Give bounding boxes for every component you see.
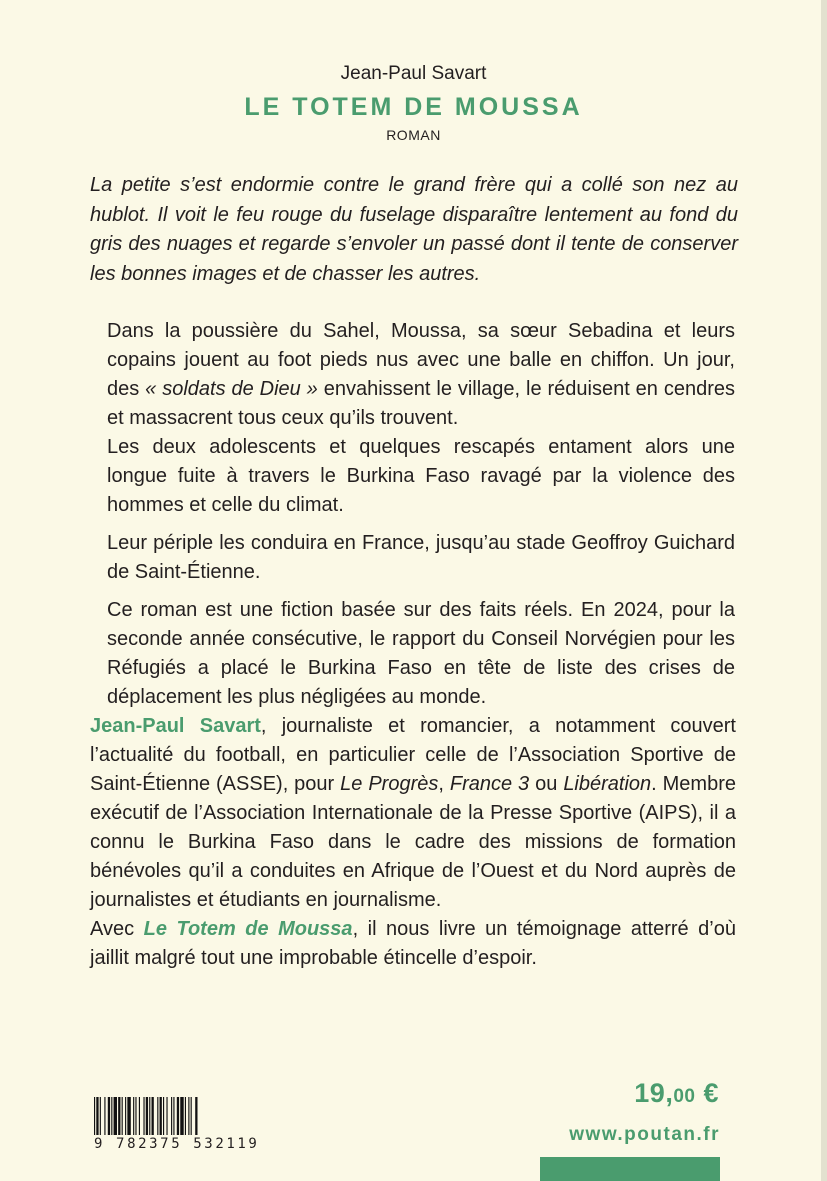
bio-author-name: Jean-Paul Savart	[90, 715, 261, 737]
barcode-bar	[146, 1097, 148, 1137]
excerpt-text: La petite s’est endormie contre le grand frère qui a collé son nez au hublot. Il voit le feu rouge du fuselage disparaître lentement au fond du gris des nuages et regarde s’envoler un passé dont il tente de conserver les bonnes images et de chasser les autres.	[90, 174, 738, 285]
barcode-bars	[92, 1097, 252, 1137]
synopsis-text: envahissent le village, le réduisent en cendres et massacrent tous ceux qu’ils trouvent.	[107, 378, 735, 429]
bio-text: , il nous livre un témoignage atterré d’où jaillit malgré tout une improbable étincelle d’espoir.	[90, 918, 736, 969]
barcode-bar	[111, 1097, 112, 1137]
bio-text: ou	[529, 773, 564, 795]
barcode-bar	[96, 1097, 98, 1137]
barcode-bar	[191, 1097, 192, 1137]
synopsis-paragraph-2: Leur périple les conduira en France, jusqu’au stade Geoffroy Guichard de Saint-Étienne.	[107, 532, 735, 583]
barcode-bar	[139, 1097, 140, 1137]
barcode-bar	[152, 1097, 154, 1137]
bio-text: ,	[438, 773, 450, 795]
barcode-bar	[104, 1097, 105, 1137]
synopsis-paragraph-3: Ce roman est une fiction basée sur des faits réels. En 2024, pour la seconde année consécutive, le rapport du Conseil Norvégien pour les Réfugiés a placé le Burkina Faso en tête de liste des crises de déplacement les plus négligées au monde.	[107, 599, 735, 708]
green-bar	[540, 1157, 720, 1181]
barcode-bar	[118, 1097, 120, 1137]
barcode-bar	[195, 1097, 197, 1137]
barcode-bar	[133, 1097, 134, 1137]
price-currency: €	[695, 1078, 719, 1108]
page-edge	[821, 0, 827, 1181]
barcode-bar	[114, 1097, 117, 1137]
synopsis-paragraph-1	[107, 317, 735, 520]
barcode-bar	[157, 1097, 158, 1137]
synopsis-text: Dans la poussière du Sahel, Moussa, sa sœur Sebadina et leurs copains jouent au foot pieds nus avec une balle en chiffon. Un jour, des	[107, 320, 735, 400]
book-title: LE TOTEM DE MOUSSA	[244, 93, 583, 121]
author-name: Jean-Paul Savart	[340, 63, 487, 84]
genre-label: ROMAN	[386, 127, 441, 143]
publication-name: Libération	[563, 773, 652, 795]
publication-name: France 3	[449, 773, 530, 795]
barcode-bar	[171, 1097, 172, 1137]
barcode-bar	[143, 1097, 144, 1137]
barcode-bar	[125, 1097, 126, 1137]
barcode-bar	[185, 1097, 186, 1137]
price-cents: 00	[673, 1086, 696, 1107]
barcode-bar	[108, 1097, 110, 1137]
barcode-bar	[173, 1097, 174, 1137]
barcode-bar	[163, 1097, 164, 1137]
publication-name: Le Progrès	[340, 773, 439, 795]
cover-header	[0, 62, 827, 144]
barcode-bar	[149, 1097, 150, 1137]
barcode-bar	[94, 1097, 95, 1137]
barcode-bar	[127, 1097, 130, 1137]
barcode-bar	[180, 1097, 183, 1137]
bio-text: , journaliste et romancier, a notamment couvert l’actualité du football, en particulier celle de l’Association Sportive de Saint-Étienne (ASSE), pour	[90, 715, 736, 795]
barcode-bar	[135, 1097, 136, 1137]
bio-paragraph-1	[90, 712, 736, 915]
bio-book-title: Le Totem de Moussa	[143, 918, 353, 940]
barcode-bar	[166, 1097, 167, 1137]
publisher-website[interactable]: www.poutan.fr	[569, 1124, 720, 1145]
synopsis-text: Les deux adolescents et quelques rescapés entament alors une longue fuite à travers le Burkina Faso ravagé par la violence des hommes et celle du climat.	[107, 436, 735, 516]
barcode-bar	[122, 1097, 123, 1137]
isbn-number: 9 782375 532119	[94, 1136, 260, 1152]
barcode-bar	[160, 1097, 162, 1137]
barcode-bar	[100, 1097, 101, 1137]
synopsis	[107, 317, 735, 721]
bio-text: . Membre exécutif de l’Association Internationale de la Presse Sportive (AIPS), il a connu le Burkina Faso dans le cadre des missions de formation bénévoles qu’il a conduites en Afrique de l’Ouest et du Nord auprès de journalistes et étudiants en journalisme.	[90, 773, 736, 911]
synopsis-quote: « soldats de Dieu »	[145, 378, 318, 400]
price	[634, 1078, 719, 1109]
barcode-bar	[188, 1097, 189, 1137]
bio-paragraph-2	[90, 915, 736, 973]
bio-text: Avec	[90, 918, 144, 940]
barcode-bar	[177, 1097, 179, 1137]
price-main: 19,	[634, 1078, 674, 1108]
author-bio	[90, 712, 736, 973]
